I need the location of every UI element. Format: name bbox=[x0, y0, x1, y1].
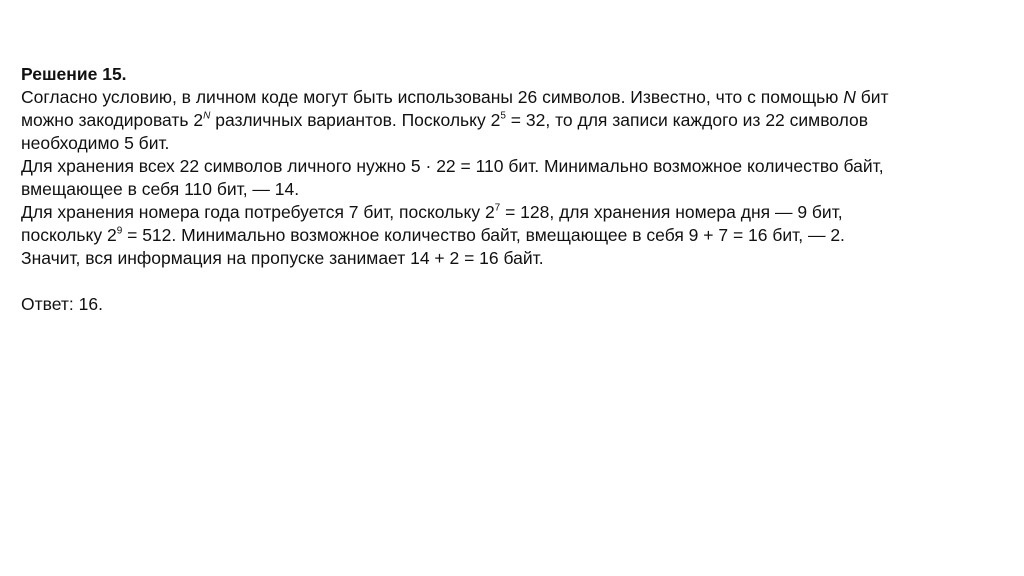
text-run: = 32, то для записи каждого из 22 символов bbox=[505, 110, 869, 130]
text-run: Согласно условию, в личном коде могут быть использованы 26 символов. Известно, что с помощью bbox=[21, 87, 844, 107]
paragraph2-line1: Для хранения всех 22 символов личного нужно 5 · 22 = 110 бит. Минимально возможное количество байт, bbox=[21, 156, 884, 176]
paragraph2-line2: вмещающее в себя 110 бит, — 14. bbox=[21, 179, 300, 199]
exponent: 5 bbox=[500, 110, 506, 122]
text-run: бит bbox=[855, 87, 889, 107]
paragraph1-line2 bbox=[21, 109, 1011, 132]
exponent: N bbox=[203, 110, 211, 122]
text-run: Для хранения номера года потребуется 7 бит, поскольку 2 bbox=[21, 202, 495, 222]
exponent: 9 bbox=[116, 225, 123, 237]
solution-text-block bbox=[21, 63, 1011, 316]
solution-heading: Решение 15. bbox=[21, 64, 127, 84]
text-run: можно закодировать 2 bbox=[21, 110, 204, 130]
text-run: = 512. Минимально возможное количество байт, вмещающее в себя 9 + 7 = 16 бит, — 2. bbox=[122, 225, 845, 245]
text-run: различных вариантов. Поскольку 2 bbox=[210, 110, 501, 130]
text-run: = 128, для хранения номера дня — 9 бит, bbox=[500, 202, 843, 222]
blank-line bbox=[21, 270, 1011, 293]
paragraph3-line3: Значит, вся информация на пропуске занимает 14 + 2 = 16 байт. bbox=[21, 248, 544, 268]
paragraph3-line1 bbox=[21, 201, 1011, 224]
variable-n: N bbox=[843, 87, 856, 107]
paragraph1-line1 bbox=[21, 86, 1011, 109]
answer-line: Ответ: 16. bbox=[21, 294, 103, 314]
exponent: 7 bbox=[494, 202, 501, 214]
paragraph3-line2 bbox=[21, 224, 1011, 247]
paragraph1-line3: необходимо 5 бит. bbox=[21, 133, 170, 153]
text-run: поскольку 2 bbox=[21, 225, 117, 245]
